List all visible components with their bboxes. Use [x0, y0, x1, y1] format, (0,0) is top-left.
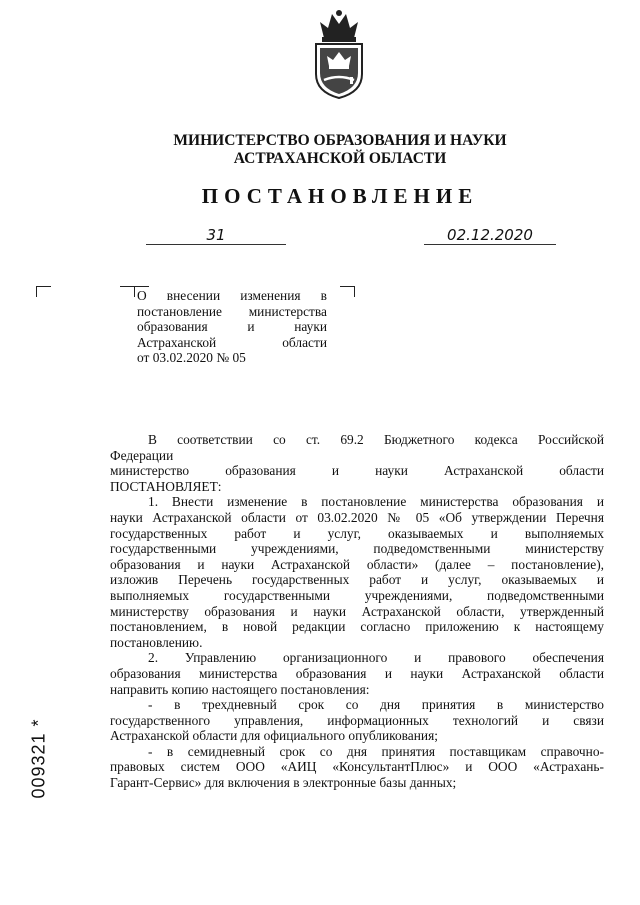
- resolves-label: ПОСТАНОВЛЯЕТ:: [110, 478, 222, 494]
- ministry-line-2: АСТРАХАНСКОЙ ОБЛАСТИ: [233, 150, 447, 167]
- margin-registration-code: [26, 708, 49, 818]
- bracket-corner: [36, 286, 51, 297]
- coat-of-arms-emblem: [306, 8, 372, 100]
- body-line: государственного управления, информационных технологий и связи: [110, 712, 604, 728]
- subject-line: О внесении изменения в: [137, 288, 327, 303]
- paragraph-2: [110, 650, 604, 697]
- body-line: государственных работ и услуг, оказываемых и выполняемых: [110, 525, 604, 541]
- body-line: Гарант-Сервис» для включения в электронные базы данных;: [110, 775, 457, 791]
- body-line: направить копию настоящего постановления:: [110, 681, 370, 697]
- body-line: образования и науки Астраханской области» (далее – постановление),: [110, 556, 604, 572]
- body-line: науки Астраханской области от 03.02.2020 № 05 «Об утверждении Перечня: [110, 509, 604, 525]
- body-line: 1. Внести изменение в постановление министерства образования и: [148, 494, 604, 510]
- ministry-name: [140, 132, 540, 168]
- subject-line: от 03.02.2020 № 05: [137, 350, 246, 366]
- document-subject: [137, 288, 327, 366]
- body-line: образования министерства образования и науки Астраханской области: [110, 665, 604, 681]
- document-date: 02.12.2020: [424, 226, 556, 245]
- body-line: изложив Перечень государственных работ и услуг, оказываемых и: [110, 572, 604, 588]
- body-line: постановлению.: [110, 634, 203, 650]
- document-number: 31: [146, 226, 286, 245]
- body-line: Астраханской области для официального опубликования;: [110, 728, 438, 744]
- body-line: 2. Управлению организационного и правового обеспечения: [148, 650, 604, 666]
- preamble: [110, 432, 604, 494]
- body-line: - в трехдневный срок со дня принятия в министерство: [148, 697, 604, 713]
- subject-line: постановление министерства: [137, 303, 327, 319]
- body-line: правовых систем ООО «АИЦ «КонсультантПлюс» и ООО «Астрахань-: [110, 759, 604, 775]
- body-line: государственными учреждениями, подведомственными министерству: [110, 541, 604, 557]
- paragraph-4: [110, 744, 604, 791]
- body-line: Федерации: [110, 447, 174, 463]
- document-type-title: ПОСТАНОВЛЕНИЕ: [201, 184, 479, 208]
- paragraph-3: [110, 697, 604, 744]
- bracket-corner: [340, 286, 355, 297]
- body-line: постановлением, в новой редакции согласно приложению к настоящему: [110, 619, 604, 635]
- margin-code-text: 009321 *: [28, 718, 49, 799]
- body-line: - в семидневный срок со дня принятия поставщикам справочно-: [148, 743, 604, 759]
- body-line: министерству образования и науки Астраханской области, утвержденный: [110, 603, 604, 619]
- body-line: В соответствии со ст. 69.2 Бюджетного кодекса Российской: [148, 432, 604, 447]
- ministry-line-1: МИНИСТЕРСТВО ОБРАЗОВАНИЯ И НАУКИ: [173, 132, 507, 149]
- subject-line: Астраханской области: [137, 334, 327, 350]
- paragraph-1: [110, 494, 604, 650]
- body-line: министерство образования и науки Астраханской области: [110, 463, 604, 479]
- document-body: [110, 432, 604, 791]
- subject-line: образования и науки: [137, 319, 327, 335]
- body-line: выполняемых государственными учреждениями, подведомственными: [110, 587, 604, 603]
- bracket-corner: [120, 286, 135, 297]
